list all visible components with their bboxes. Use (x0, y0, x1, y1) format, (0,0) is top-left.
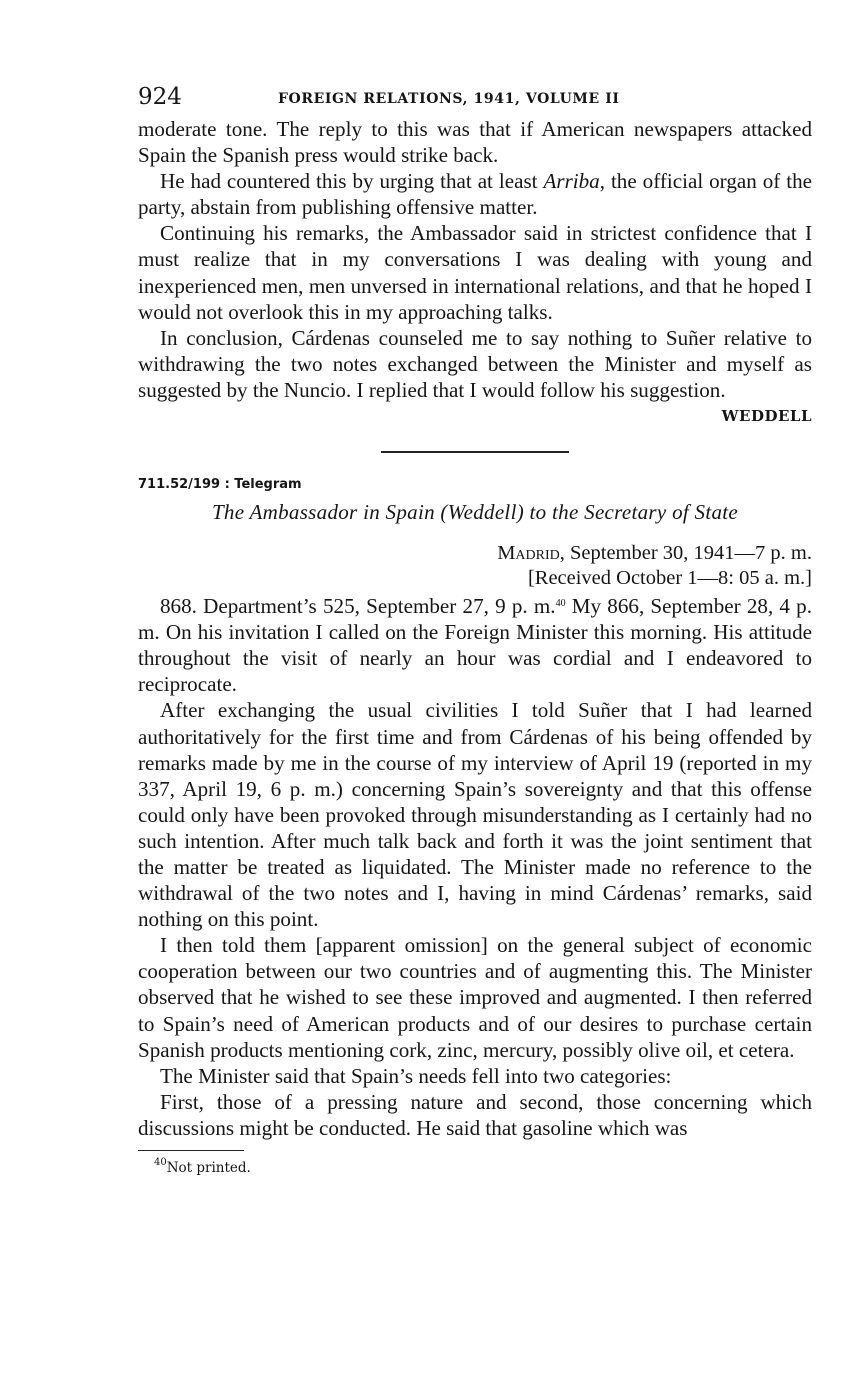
paragraph: I then told them [apparent omission] on the general subject of economic cooperation between our two countries and of augmenting this. The Minister observed that he wished to see these improved and augmented. I then referred to Spain’s need of American products and of our desires to purchase certain Spanish products mentioning cork, zinc, mercury, possibly olive oil, et cetera. (138, 933, 812, 1062)
paragraph (138, 593, 812, 697)
file-reference: 711.52/199 : Telegram (138, 477, 302, 493)
dateline-date: , September 30, 1941—7 p. m. (559, 542, 812, 565)
text-span: He had countered this by urging that at least (160, 169, 544, 194)
text-span: , the official organ of the party, abstain from publishing offensive matter. (138, 169, 812, 220)
footnote-text: Not printed. (166, 1160, 251, 1176)
page-number: 924 (138, 84, 182, 110)
telegram-body (138, 593, 812, 1141)
footnote (154, 1157, 812, 1176)
text-span: My 866, September 28, 4 p. m. On his invitation I called on the Foreign Minister this morning. His attitude throughout the visit of nearly an hour was cordial and I endeavored to reciprocate. (138, 594, 813, 697)
paragraph: Continuing his remarks, the Ambassador said in strictest confidence that I must realize that in my conversations I was dealing with young and inexperienced men, men unversed in international relations, and that he hoped I would not overlook this in my approaching talks. (138, 221, 812, 324)
section-divider (381, 451, 569, 453)
italic-text: Arriba (543, 169, 600, 194)
document-page (138, 84, 812, 1176)
paragraph: moderate tone. The reply to this was that if American newspapers attacked Spain the Spanish press would strike back. (138, 117, 812, 168)
paragraph: After exchanging the usual civilities I told Suñer that I had learned authoritatively for the first time and from Cárdenas of his being offended by remarks made by me in the course of my interview of April 19 (reported in my 337, April 19, 6 p. m.) concerning Spain’s sovereignty and that this offense could only have been provoked through misunderstanding as I certainly had no such intention. After much talk back and forth it was the joint sentiment that the matter be treated as liquidated. The Minister made no reference to the withdrawal of the two notes and I, having in mind Cárdenas’ remarks, said nothing on this point. (138, 698, 812, 932)
page-header (138, 84, 812, 116)
dateline-city: Madrid (497, 542, 560, 565)
paragraph: The Minister said that Spain’s needs fell into two categories: (160, 1063, 672, 1088)
received-line: [Received October 1—8: 05 a. m.] (527, 567, 812, 590)
document-title: The Ambassador in Spain (Weddell) to the Secretary of State (211, 500, 739, 525)
footnote-ref[interactable]: 40 (555, 598, 566, 610)
running-head: FOREIGN RELATIONS, 1941, VOLUME II (278, 91, 620, 107)
footnote-marker: 40 (154, 1157, 167, 1168)
paragraph: First, those of a pressing nature and second, those concerning which discussions might be conducted. He said that gasoline which was (138, 1089, 812, 1140)
dateline (138, 541, 812, 591)
signature: WEDDELL (721, 407, 812, 426)
paragraph (138, 168, 812, 220)
footnote-divider (138, 1150, 244, 1151)
text-span: 868. Department’s 525, September 27, 9 p. m. (160, 594, 556, 619)
paragraph: In conclusion, Cárdenas counseled me to say nothing to Suñer relative to withdrawing the two notes exchanged between the Minister and myself as suggested by the Nuncio. I replied that I would follow his suggestion. (138, 325, 812, 402)
